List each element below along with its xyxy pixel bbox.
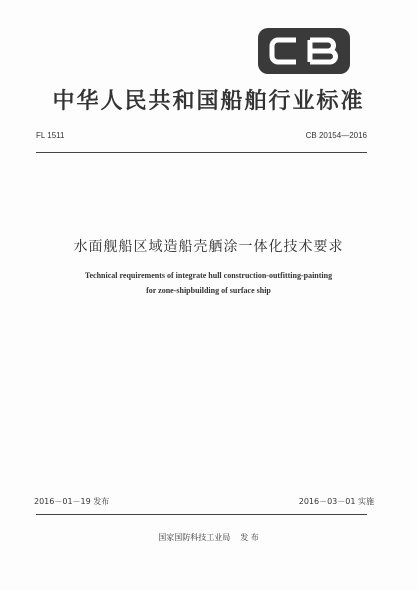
english-title	[0, 268, 417, 298]
cb-logo	[258, 28, 350, 74]
chinese-title: 水面舰船区域造船壳舾涂一体化技术要求	[73, 239, 344, 255]
publisher-action: 发 布	[240, 533, 259, 542]
publisher-organization: 国家国防科技工业局	[158, 533, 231, 542]
english-title-line-1: Technical requirements of integrate hull construction-outfitting-painting	[84, 271, 333, 280]
code-row	[36, 131, 367, 145]
classification-code: FL 1511	[36, 131, 65, 140]
standard-number: CB 20154—2016	[305, 131, 367, 140]
issue-date: 2016－01－19 发布	[34, 497, 110, 506]
date-row	[34, 496, 374, 510]
implementation-date: 2016－03－01 实施	[298, 497, 374, 506]
publisher-line	[0, 532, 417, 543]
bottom-divider	[36, 514, 367, 515]
standard-category-title: 中华人民共和国船舶行业标准	[52, 89, 365, 114]
top-divider	[36, 152, 367, 153]
english-title-line-2: for zone-shipbuilding of surface ship	[146, 286, 271, 295]
